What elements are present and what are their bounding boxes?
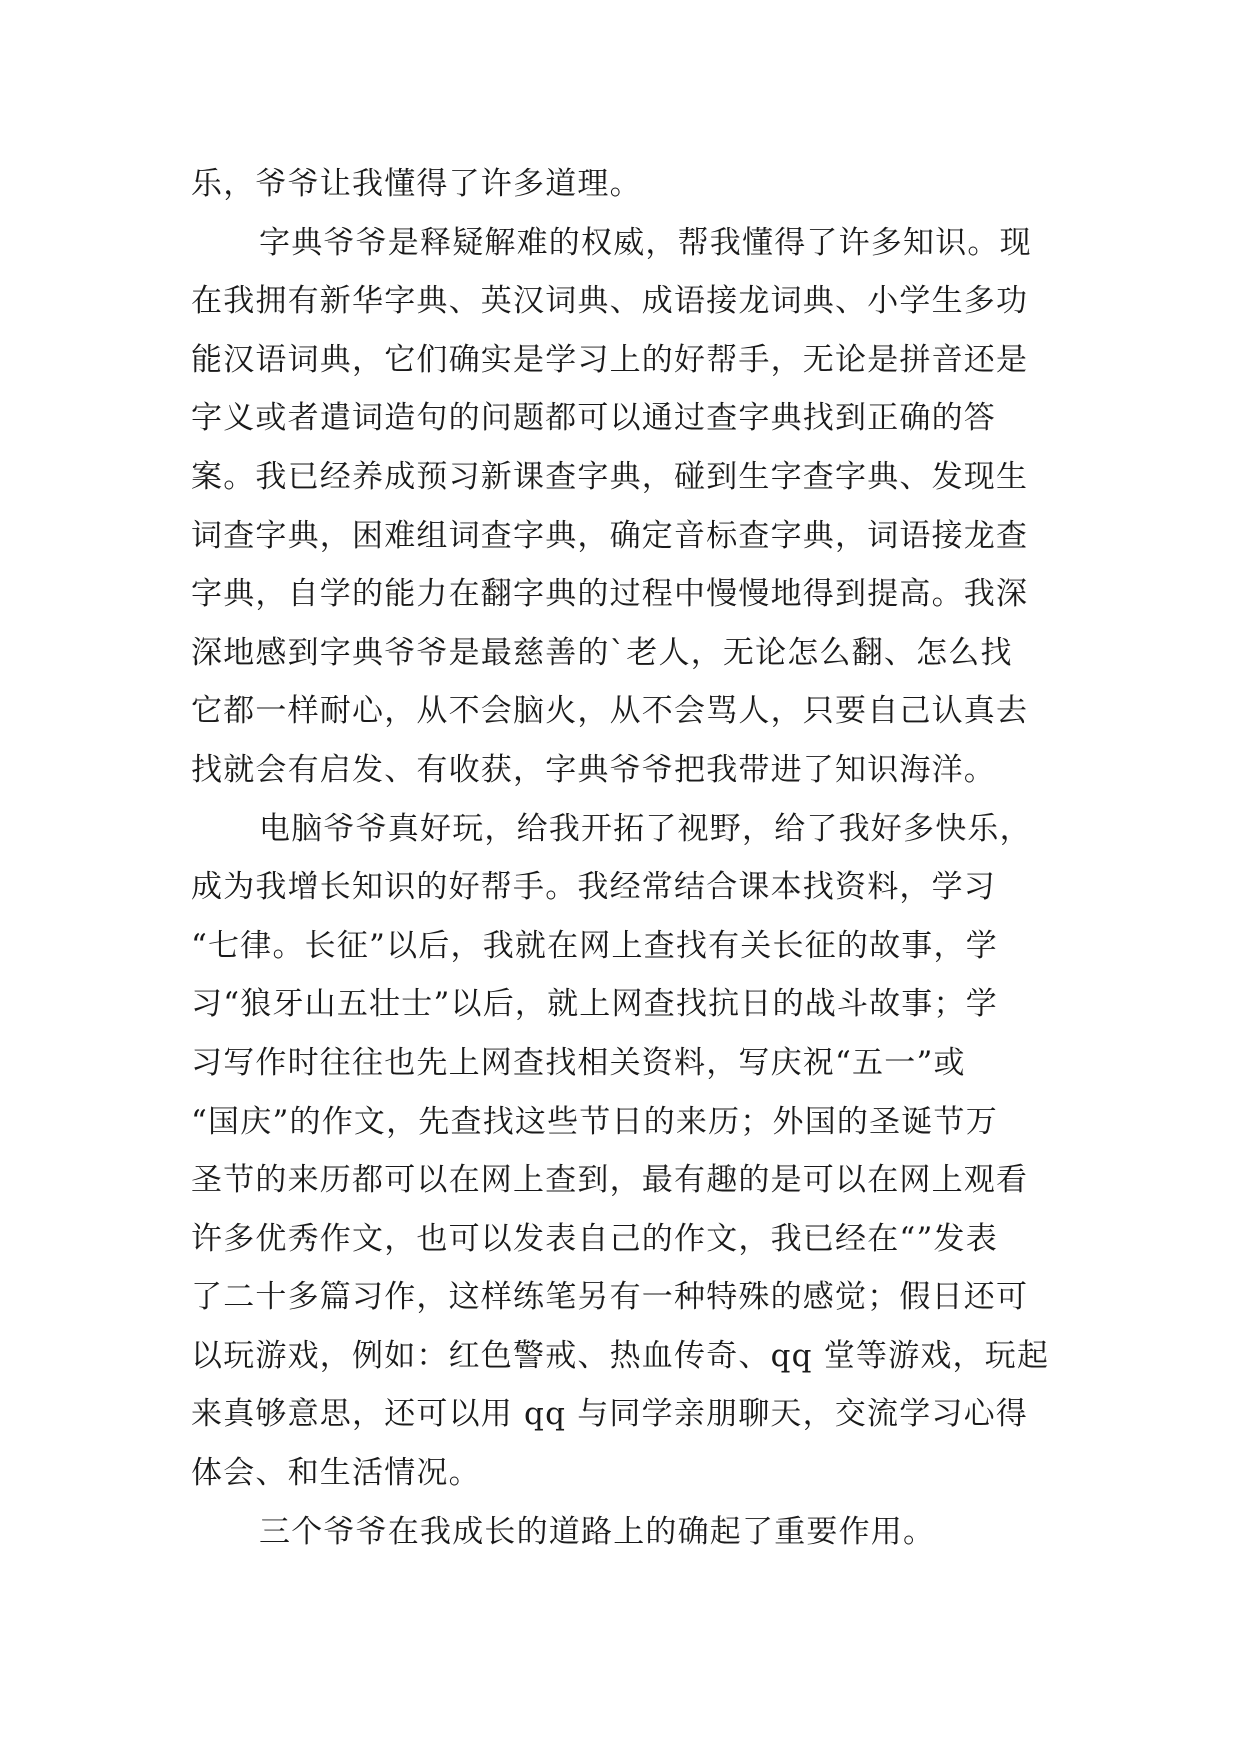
text-line: 体会、和生活情况。 bbox=[191, 1455, 481, 1492]
text-line: 来真够意思，还可以用 qq 与同学亲朋聊天，交流学习心得 bbox=[191, 1396, 1028, 1433]
text-line: 圣节的来历都可以在网上查到，最有趣的是可以在网上观看 bbox=[191, 1162, 1029, 1199]
text-line: 了二十多篇习作，这样练笔另有一种特殊的感觉；假日还可 bbox=[191, 1279, 1029, 1316]
text-line: 词查字典，困难组词查字典，确定音标查字典，词语接龙查 bbox=[191, 517, 1029, 554]
text-line: 它都一样耐心，从不会脑火，从不会骂人，只要自己认真去 bbox=[191, 693, 1029, 730]
text-line: 字典，自学的能力在翻字典的过程中慢慢地得到提高。我深 bbox=[191, 576, 1029, 613]
text-line: 案。我已经养成预习新课查字典，碰到生字查字典、发现生 bbox=[191, 458, 1029, 495]
text-line: 字义或者遣词造句的问题都可以通过查字典找到正确的答 bbox=[191, 400, 996, 437]
text-line: 习写作时往往也先上网查找相关资料，写庆祝“五一”或 bbox=[191, 1044, 966, 1081]
text-line: 以玩游戏，例如：红色警戒、热血传奇、qq 堂等游戏，玩起 bbox=[191, 1337, 1050, 1374]
text-line: 习“狼牙山五壮士”以后，就上网查找抗日的战斗故事；学 bbox=[191, 986, 998, 1023]
text-line: 乐，爷爷让我懂得了许多道理。 bbox=[191, 166, 642, 202]
text-line: 成为我增长知识的好帮手。我经常结合课本找资料，学习 bbox=[191, 869, 996, 906]
text-line: 在我拥有新华字典、英汉词典、成语接龙词典、小学生多功 bbox=[191, 283, 1029, 320]
text-line: 深地感到字典爷爷是最慈善的`老人，无论怎么翻、怎么找 bbox=[191, 634, 1013, 671]
paragraph-start-line: 字典爷爷是释疑解难的权威，帮我懂得了许多知识。现 bbox=[259, 224, 1032, 261]
text-line: “国庆”的作文，先查找这些节日的来历；外国的圣诞节万 bbox=[191, 1103, 998, 1140]
text-line: “七律。长征”以后，我就在网上查找有关长征的故事，学 bbox=[191, 927, 998, 964]
paragraph-start-line: 三个爷爷在我成长的道路上的确起了重要作用。 bbox=[259, 1513, 936, 1550]
paragraph-start-line: 电脑爷爷真好玩，给我开拓了视野，给了我好多快乐， bbox=[259, 810, 1032, 847]
text-line: 找就会有启发、有收获，字典爷爷把我带进了知识海洋。 bbox=[191, 751, 996, 788]
document-body bbox=[191, 155, 1071, 1561]
text-line: 能汉语词典，它们确实是学习上的好帮手，无论是拼音还是 bbox=[191, 341, 1029, 378]
text-line: 许多优秀作文，也可以发表自己的作文，我已经在“”发表 bbox=[191, 1220, 998, 1257]
